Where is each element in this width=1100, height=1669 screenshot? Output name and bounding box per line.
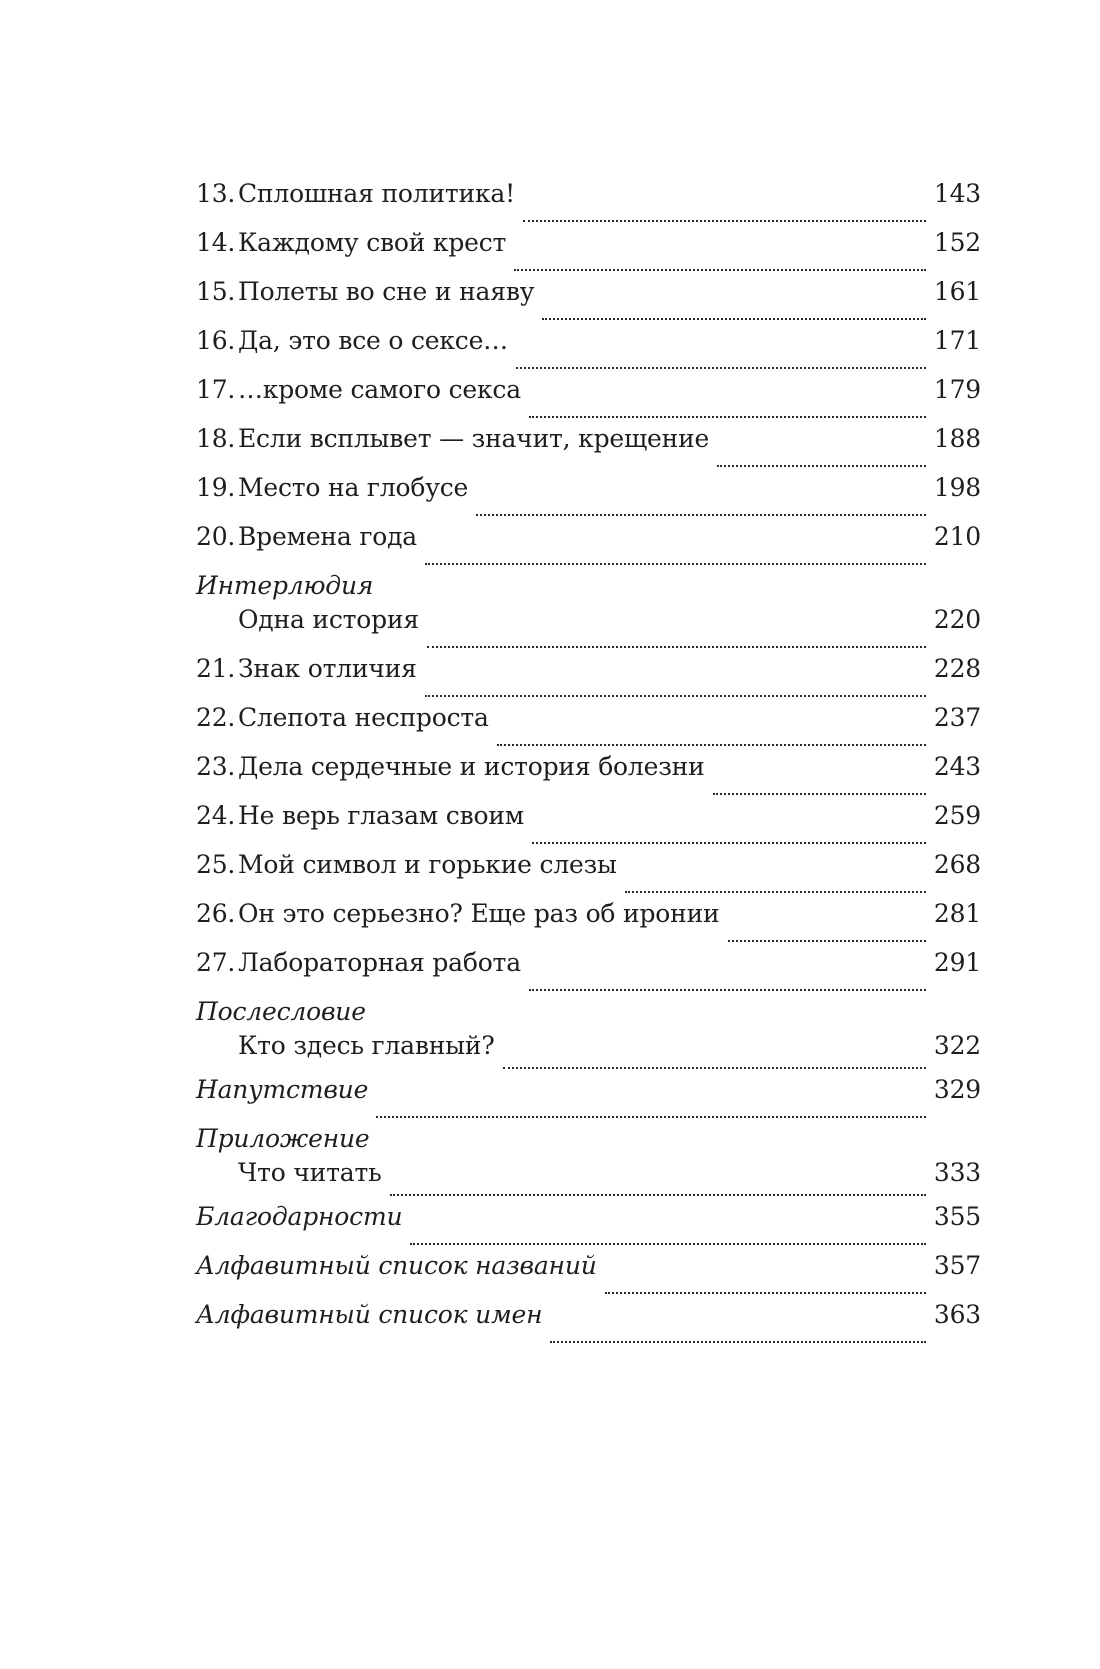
page-number: 243 <box>933 752 981 781</box>
chapter-title: Мой символ и горькие слезы <box>238 850 617 879</box>
toc-entry <box>196 372 981 421</box>
chapter-number: 27. <box>196 948 236 977</box>
chapter-title: Слепота неспроста <box>238 703 489 732</box>
dot-leader <box>376 1116 926 1118</box>
dot-leader <box>605 1292 926 1294</box>
toc-entry-parting <box>196 1072 981 1121</box>
page-number: 188 <box>933 424 981 453</box>
toc-entry-acknowledgements <box>196 1199 981 1248</box>
page-number: 161 <box>933 277 981 306</box>
appendix-title: Что читать <box>238 1158 382 1187</box>
page-number: 179 <box>933 375 981 404</box>
index-names-title: Алфавитный список имен <box>196 1300 543 1329</box>
page-number: 329 <box>933 1075 981 1104</box>
chapter-title: Знак отличия <box>238 654 417 683</box>
chapter-title: Лабораторная работа <box>238 948 521 977</box>
chapter-number: 17. <box>196 375 236 404</box>
page-number: 322 <box>933 1031 981 1060</box>
chapter-title: Место на глобусе <box>238 473 469 502</box>
toc-entry <box>196 651 981 700</box>
page-number: 237 <box>933 703 981 732</box>
toc-entry-afterword <box>196 1028 981 1072</box>
toc-entry <box>196 470 981 519</box>
dot-leader <box>625 891 926 893</box>
page-number: 333 <box>933 1158 981 1187</box>
page-number: 357 <box>933 1251 981 1280</box>
table-of-contents <box>196 176 981 1346</box>
page-number: 268 <box>933 850 981 879</box>
page-number: 210 <box>933 522 981 551</box>
dot-leader <box>476 514 926 516</box>
chapter-number: 24. <box>196 801 236 830</box>
toc-entry <box>196 274 981 323</box>
dot-leader <box>728 940 926 942</box>
toc-entry <box>196 421 981 470</box>
chapter-number: 14. <box>196 228 236 257</box>
toc-entry <box>196 896 981 945</box>
chapter-title: Да, это все о сексе… <box>238 326 508 355</box>
dot-leader <box>497 744 926 746</box>
chapter-title: Сплошная политика! <box>238 179 515 208</box>
chapter-number: 16. <box>196 326 236 355</box>
chapter-title: Времена года <box>238 522 417 551</box>
dot-leader <box>503 1067 926 1069</box>
dot-leader <box>523 220 926 222</box>
dot-leader <box>529 416 926 418</box>
chapter-number: 23. <box>196 752 236 781</box>
chapter-number: 21. <box>196 654 236 683</box>
chapter-number: 19. <box>196 473 236 502</box>
toc-entry <box>196 519 981 568</box>
toc-entry <box>196 176 981 225</box>
dot-leader <box>529 989 926 991</box>
toc-entry-index-names <box>196 1297 981 1346</box>
afterword-heading: Послесловие <box>196 997 366 1026</box>
page-number: 291 <box>933 948 981 977</box>
page-number: 171 <box>933 326 981 355</box>
dot-leader <box>427 646 926 648</box>
toc-entry <box>196 225 981 274</box>
chapter-number: 22. <box>196 703 236 732</box>
dot-leader <box>425 563 926 565</box>
interlude-title: Одна история <box>238 605 419 634</box>
dot-leader <box>516 367 926 369</box>
chapter-title: …кроме самого секса <box>238 375 521 404</box>
page-number: 355 <box>933 1202 981 1231</box>
toc-entry <box>196 323 981 372</box>
chapter-number: 20. <box>196 522 236 551</box>
page-number: 228 <box>933 654 981 683</box>
chapter-number: 26. <box>196 899 236 928</box>
page-number: 152 <box>933 228 981 257</box>
page-number: 281 <box>933 899 981 928</box>
chapter-title: Каждому свой крест <box>238 228 507 257</box>
chapter-title: Он это серьезно? Еще раз об иронии <box>238 899 720 928</box>
index-titles-title: Алфавитный список названий <box>196 1251 597 1280</box>
page-number: 220 <box>933 605 981 634</box>
chapter-number: 13. <box>196 179 236 208</box>
chapter-title: Не верь глазам своим <box>238 801 525 830</box>
interlude-heading: Интерлюдия <box>196 571 374 600</box>
appendix-heading: Приложение <box>196 1124 370 1153</box>
afterword-title: Кто здесь главный? <box>238 1031 495 1060</box>
dot-leader <box>550 1341 925 1343</box>
dot-leader <box>713 793 926 795</box>
chapter-number: 15. <box>196 277 236 306</box>
toc-entry-interlude <box>196 602 981 651</box>
chapter-title: Полеты во сне и наяву <box>238 277 535 306</box>
toc-entry <box>196 749 981 798</box>
chapter-title: Дела сердечные и история болезни <box>238 752 705 781</box>
toc-entry-appendix <box>196 1155 981 1199</box>
chapter-title: Если всплывет — значит, крещение <box>238 424 710 453</box>
dot-leader <box>532 842 926 844</box>
dot-leader <box>410 1243 926 1245</box>
page-number: 198 <box>933 473 981 502</box>
acknowledgements-title: Благодарности <box>196 1202 403 1231</box>
chapter-number: 18. <box>196 424 236 453</box>
dot-leader <box>425 695 926 697</box>
page-number: 363 <box>933 1300 981 1329</box>
dot-leader <box>542 318 926 320</box>
page-number: 143 <box>933 179 981 208</box>
parting-title: Напутствие <box>196 1075 369 1104</box>
chapter-number: 25. <box>196 850 236 879</box>
dot-leader <box>717 465 926 467</box>
page-number: 259 <box>933 801 981 830</box>
toc-entry <box>196 700 981 749</box>
dot-leader <box>390 1194 926 1196</box>
toc-entry-index-titles <box>196 1248 981 1297</box>
toc-entry <box>196 847 981 896</box>
toc-entry <box>196 798 981 847</box>
toc-entry <box>196 945 981 994</box>
dot-leader <box>514 269 926 271</box>
